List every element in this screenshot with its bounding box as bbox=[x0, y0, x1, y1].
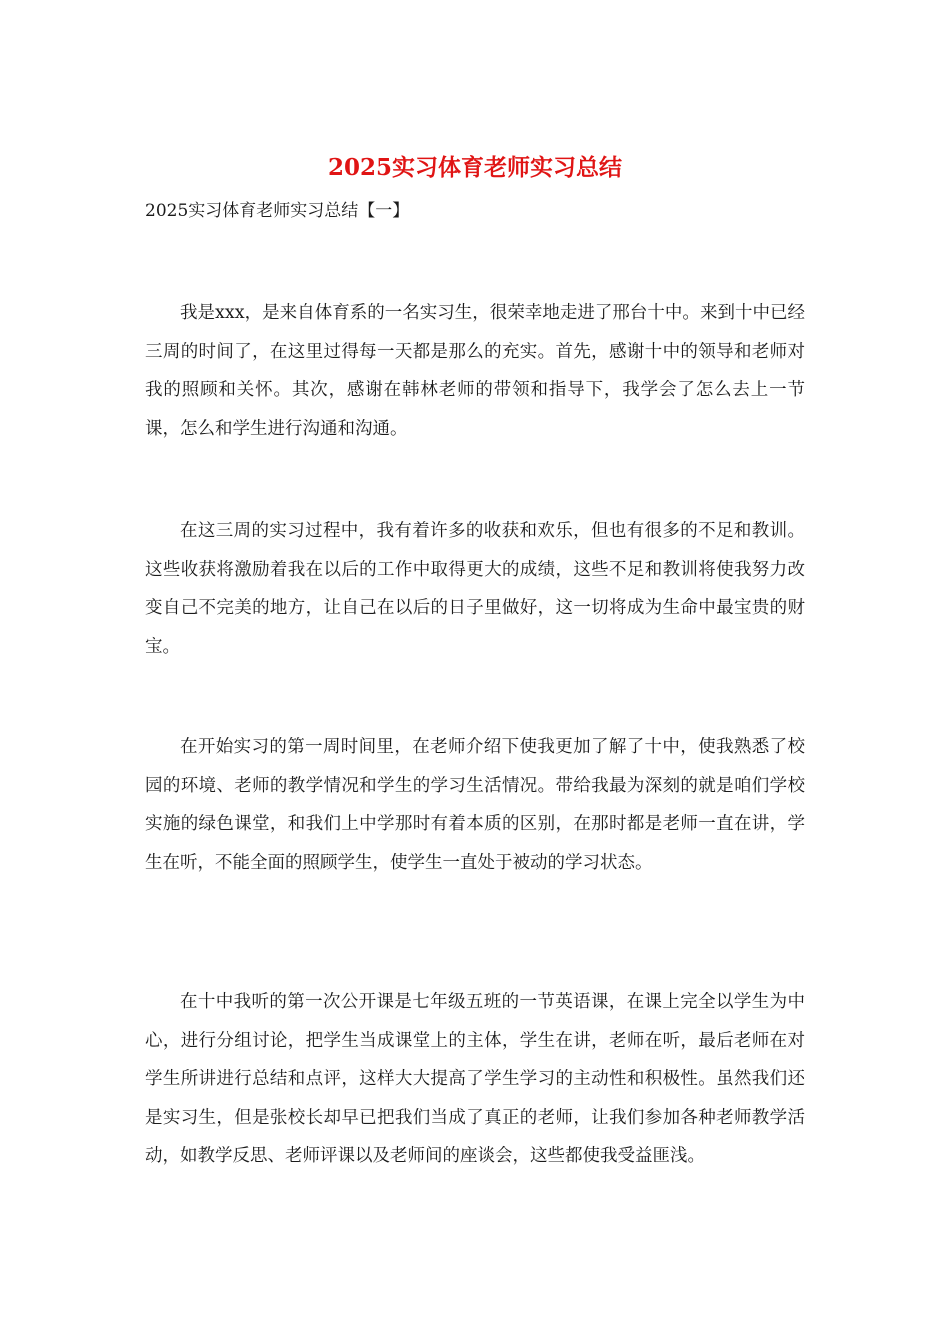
document-title: 2025实习体育老师实习总结 bbox=[327, 154, 622, 181]
paragraph-2: 在这三周的实习过程中，我有着许多的收获和欢乐，但也有很多的不足和教训。这些收获将激励着我在以后的工作中取得更大的成绩，这些不足和教训将使我努力改变自己不完美的地方，让自己在以后的日子里做好，这一切将成为生命中最宝贵的财宝。 bbox=[145, 521, 805, 657]
section-heading: 2025实习体育老师实习总结【一】 bbox=[145, 201, 410, 221]
paragraph-4: 在十中我听的第一次公开课是七年级五班的一节英语课，在课上完全以学生为中心，进行分组讨论，把学生当成课堂上的主体，学生在讲，老师在听，最后老师在对学生所讲进行总结和点评，这样大大提高了学生学习的主动性和积极性。虽然我们还是实习生，但是张校长却早已把我们当成了真正的老师，让我们参加各种老师教学活动，如教学反思、老师评课以及老师间的座谈会，这些都使我受益匪浅。 bbox=[145, 992, 805, 1166]
paragraph-1: 我是xxx，是来自体育系的一名实习生，很荣幸地走进了邢台十中。来到十中已经三周的时间了，在这里过得每一天都是那么的充实。首先，感谢十中的领导和老师对我的照顾和关怀。其次，感谢在韩林老师的带领和指导下，我学会了怎么去上一节课，怎么和学生进行沟通和沟通。 bbox=[145, 303, 805, 439]
paragraph-3: 在开始实习的第一周时间里，在老师介绍下使我更加了解了十中，使我熟悉了校园的环境、老师的教学情况和学生的学习生活情况。带给我最为深刻的就是咱们学校实施的绿色课堂，和我们上中学那时有着本质的区别，在那时都是老师一直在讲，学生在听，不能全面的照顾学生，使学生一直处于被动的学习状态。 bbox=[145, 737, 805, 873]
